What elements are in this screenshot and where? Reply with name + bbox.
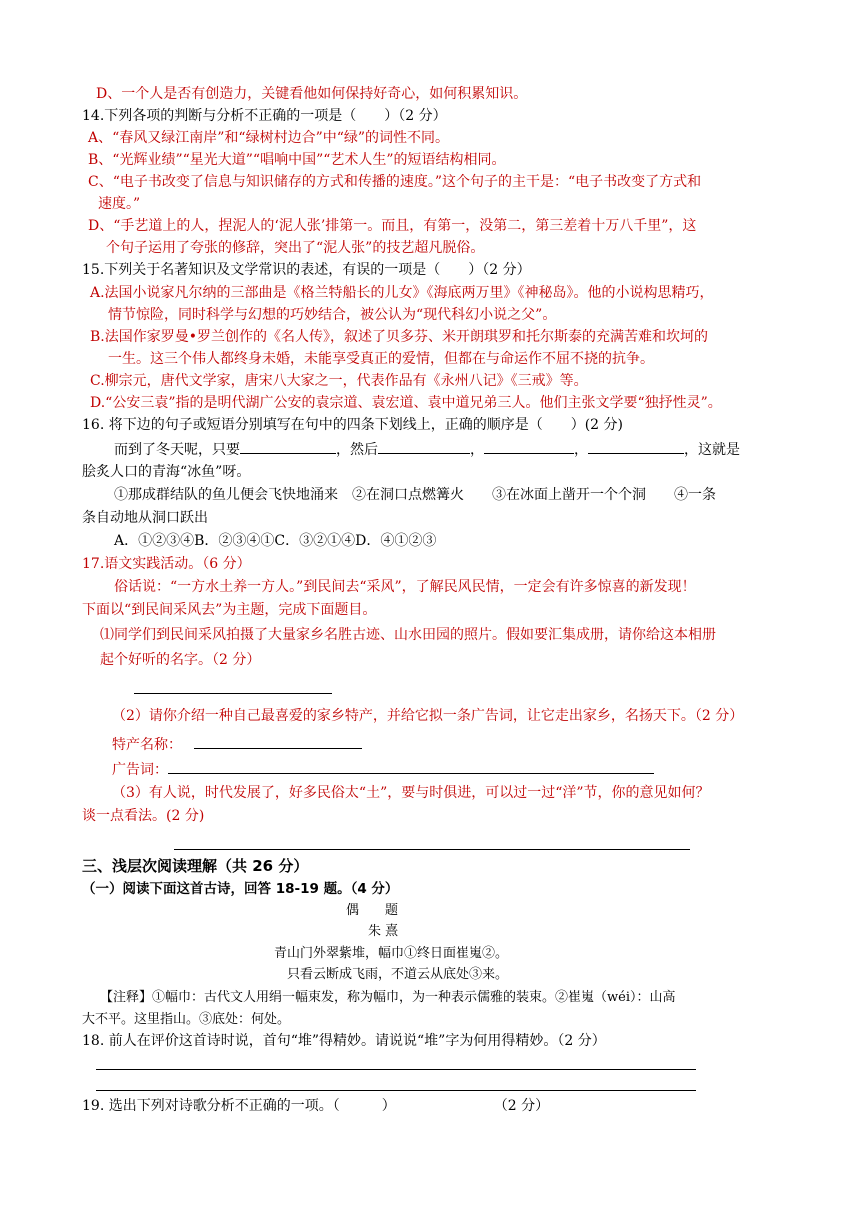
q16-sentence [114, 439, 740, 460]
q18-answer-line-2[interactable] [96, 1090, 696, 1091]
q15-option-b-cont: 一生。这三个伟人都终身未婚，未能享受真正的爱情，但都在与命运作不屈不挠的抗争。 [108, 351, 654, 367]
q17-part2-name [112, 734, 362, 755]
product-name-label: 特产名称： [112, 737, 182, 753]
poem-author: 朱 熹 [368, 924, 399, 939]
q17-stem: 17.语文实践活动。（6 分） [82, 556, 251, 572]
section-3-title: 三、浅层次阅读理解（共 26 分） [82, 857, 309, 875]
q17-part2-ad [112, 759, 654, 780]
q16-blank-2[interactable] [378, 439, 470, 454]
q16-text-d: ， [574, 442, 588, 458]
poem-notes-cont: 大不平。这里指山。③底处：何处。 [82, 1012, 291, 1027]
q15-option-a: A.法国小说家凡尔纳的三部曲是《格兰特船长的儿女》《海底两万里》《神秘岛》。他的小说构思精巧， [90, 285, 714, 301]
q15-option-a-cont: 情节惊险，同时科学与幻想的巧妙结合，被公认为“现代科幻小说之父”。 [108, 307, 557, 323]
poem-line-2: 只看云断成飞雨，不道云从底处③来。 [287, 967, 509, 982]
q18-answer-line-1[interactable] [96, 1069, 696, 1070]
q14-option-c: C、“电子书改变了信息与知识储存的方式和传播的速度。”这个句子的主干是：“电子书改变了方式和 [88, 174, 702, 190]
q16-items: ①那成群结队的鱼儿便会飞快地涌来 ②在洞口点燃篝火 ③在冰面上凿开一个个洞 ④一条 [114, 487, 716, 503]
q16-text-c: ， [470, 442, 484, 458]
poem-line-1: 青山门外翠紫堆，幅巾①终日面崔嵬②。 [274, 946, 509, 961]
q16-blank-3[interactable] [484, 439, 574, 454]
q15-stem: 15.下列关于名著知识及文学常识的表述，有误的一项是（ ）（2 分） [82, 262, 531, 278]
q17-answer-line-1[interactable] [134, 693, 332, 694]
q17-part3: （3）有人说，时代发展了，好多民俗太“土”，要与时俱进，可以过一过“洋”节，你的意见如何？ [112, 785, 710, 801]
q16-text-e: ，这就是 [684, 442, 740, 458]
q16-blank-1[interactable] [240, 439, 336, 454]
q16-blank-4[interactable] [588, 439, 684, 454]
q17-part2: （2）请你介绍一种自己最喜爱的家乡特产，并给它拟一条广告词，让它走出家乡，名扬天下。（2 分） [112, 708, 744, 724]
q17-answer-line-3[interactable] [174, 849, 690, 850]
q17-intro: 俗话说：“一方水土养一方人。”到民间去“采风”，了解民风民情，一定会有许多惊喜的新发现！ [114, 579, 696, 595]
ad-slogan-blank[interactable] [168, 759, 654, 774]
q13-option-d: D、一个人是否有创造力，关键看他如何保持好奇心，如何积累知识。 [96, 86, 528, 102]
q14-stem: 14.下列各项的判断与分析不正确的一项是（ ）（2 分） [82, 108, 447, 124]
product-name-blank[interactable] [194, 734, 362, 749]
q19-stem: 19. 选出下列对诗歌分析不正确的一项。（ ） （2 分） [82, 1098, 550, 1114]
q15-option-c: C.柳宗元，唐代文学家，唐宋八大家之一，代表作品有《永州八记》《三戒》等。 [90, 373, 588, 389]
q18-stem: 18. 前人在评价这首诗时说，首句“堆”得精妙。请说说“堆”字为何用得精妙。（2 分） [82, 1033, 606, 1049]
q14-option-d: D、“手艺道上的人，捏泥人的‘泥人张’排第一。而且，有第一，没第二，第三差着十万八千里”，这 [88, 218, 697, 234]
q14-option-b: B、“光辉业绩”“星光大道”“唱响中国”“艺术人生”的短语结构相同。 [88, 152, 506, 168]
q16-items-cont: 条自动地从洞口跃出 [82, 510, 208, 526]
q16-text-a: 而到了冬天呢，只要 [114, 442, 240, 458]
q14-option-a: A、“春风又绿江南岸”和“绿树村边合”中“绿”的词性不同。 [88, 130, 450, 146]
q16-sentence-cont: 脍炙人口的青海“冰鱼”呀。 [82, 464, 251, 480]
q17-part1-cont: 起个好听的名字。（2 分） [100, 652, 261, 668]
q17-part3-cont: 谈一点看法。(2 分) [82, 808, 205, 824]
q15-option-d: D.“公安三袁”指的是明代湖广公安的袁宗道、袁宏道、袁中道兄弟三人。他们主张文学要“独抒性灵”。 [90, 395, 722, 411]
q14-option-d-cont: 个句子运用了夸张的修辞，突出了“泥人张”的技艺超凡脱俗。 [106, 240, 485, 256]
ad-slogan-label: 广告词： [112, 762, 168, 778]
section-3-part-1: （一）阅读下面这首古诗，回答 18-19 题。（4 分） [82, 881, 399, 897]
poem-title: 偶 题 [346, 903, 399, 918]
q17-intro-cont: 下面以“到民间采风去”为主题，完成下面题目。 [82, 602, 377, 618]
q14-option-c-cont: 速度。” [98, 196, 141, 212]
q16-stem: 16. 将下边的句子或短语分别填写在句中的四条下划线上，正确的顺序是（ ）(2 分) [82, 417, 623, 433]
q16-text-b: ，然后 [336, 442, 378, 458]
q17-part1: ⑴同学们到民间采风拍摄了大量家乡名胜古迹、山水田园的照片。假如要汇集成册，请你给这本相册 [100, 627, 716, 643]
q15-option-b: B.法国作家罗曼•罗兰创作的《名人传》，叙述了贝多芬、米开朗琪罗和托尔斯泰的充满苦难和坎坷的 [90, 329, 708, 345]
poem-notes: 【注释】①幅巾：古代文人用绢一幅束发，称为幅巾，为一种表示儒雅的装束。②崔嵬（wéi）：山高 [100, 990, 676, 1005]
q16-choices: A．①②③④B．②③④①C．③②①④D．④①②③ [114, 533, 437, 549]
